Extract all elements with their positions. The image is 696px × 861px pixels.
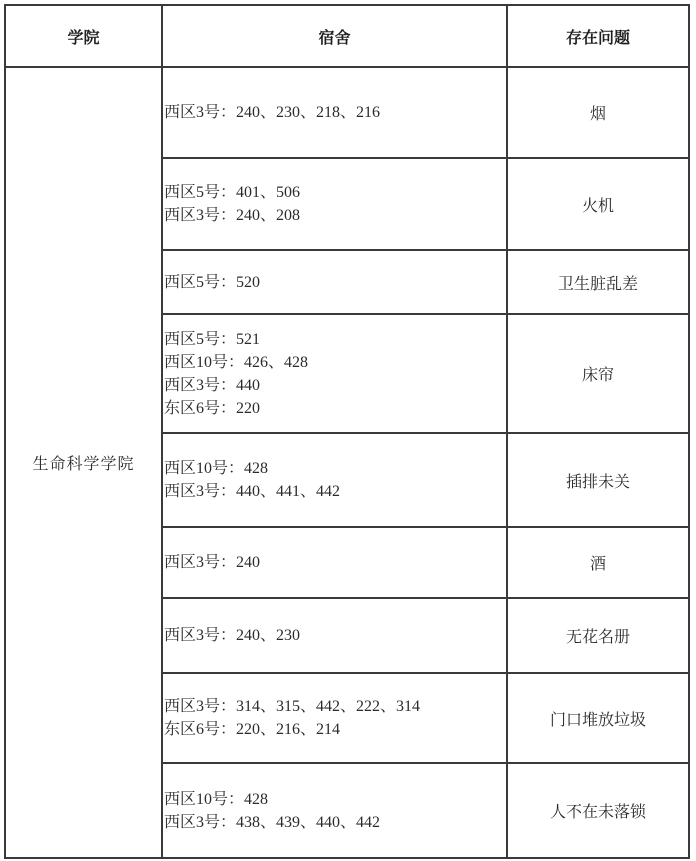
dorm-cell — [162, 598, 507, 673]
issue-cell: 烟 — [507, 67, 689, 158]
issue-cell: 人不在未落锁 — [507, 763, 689, 858]
issue-cell: 卫生脏乱差 — [507, 250, 689, 314]
dorm-line: 西区3号：314、315、442、222、314 — [164, 698, 421, 715]
dorm-line: 西区3号：438、439、440、442 — [164, 813, 381, 831]
dorm-line: 东区6号：220、216、214 — [164, 721, 341, 738]
dorm-cell — [162, 67, 507, 158]
header-row — [5, 5, 689, 67]
dorm-cell — [162, 433, 507, 527]
dorm-cell — [162, 763, 507, 858]
table-body — [5, 67, 689, 858]
dorm-line: 西区3号：440、441、442 — [164, 483, 341, 500]
dorm-line: 西区5号：520 — [164, 273, 261, 291]
dorm-cell — [162, 673, 507, 763]
dorm-line: 西区3号：240、208 — [164, 207, 301, 224]
dorm-line: 西区10号：428 — [164, 460, 269, 477]
issue-cell: 酒 — [507, 527, 689, 598]
dorm-line: 西区3号：440 — [164, 376, 261, 394]
header-dorm: 宿舍 — [162, 5, 507, 67]
dorm-line: 西区3号：240 — [164, 554, 261, 571]
issue-cell: 门口堆放垃圾 — [507, 673, 689, 763]
header-issue: 存在问题 — [507, 5, 689, 67]
issue-cell: 床帘 — [507, 314, 689, 433]
dorm-line: 西区5号：521 — [164, 330, 261, 348]
dorm-cell — [162, 527, 507, 598]
dorm-line: 西区5号：401、506 — [164, 184, 301, 201]
college-cell: 生命科学学院 — [5, 67, 162, 858]
issue-cell: 火机 — [507, 158, 689, 250]
dorm-cell — [162, 314, 507, 433]
dorm-cell — [162, 250, 507, 314]
dorm-line: 东区6号：220 — [164, 399, 261, 417]
issue-cell: 无花名册 — [507, 598, 689, 673]
dorm-line: 西区3号：240、230、218、216 — [164, 104, 381, 121]
inspection-table — [4, 4, 690, 859]
table-row — [5, 67, 689, 158]
dorm-cell — [162, 158, 507, 250]
issue-cell: 插排未关 — [507, 433, 689, 527]
dorm-line: 西区3号：240、230 — [164, 627, 301, 644]
dorm-line: 西区10号：428 — [164, 790, 269, 808]
dorm-line: 西区10号：426、428 — [164, 353, 309, 371]
header-college: 学院 — [5, 5, 162, 67]
